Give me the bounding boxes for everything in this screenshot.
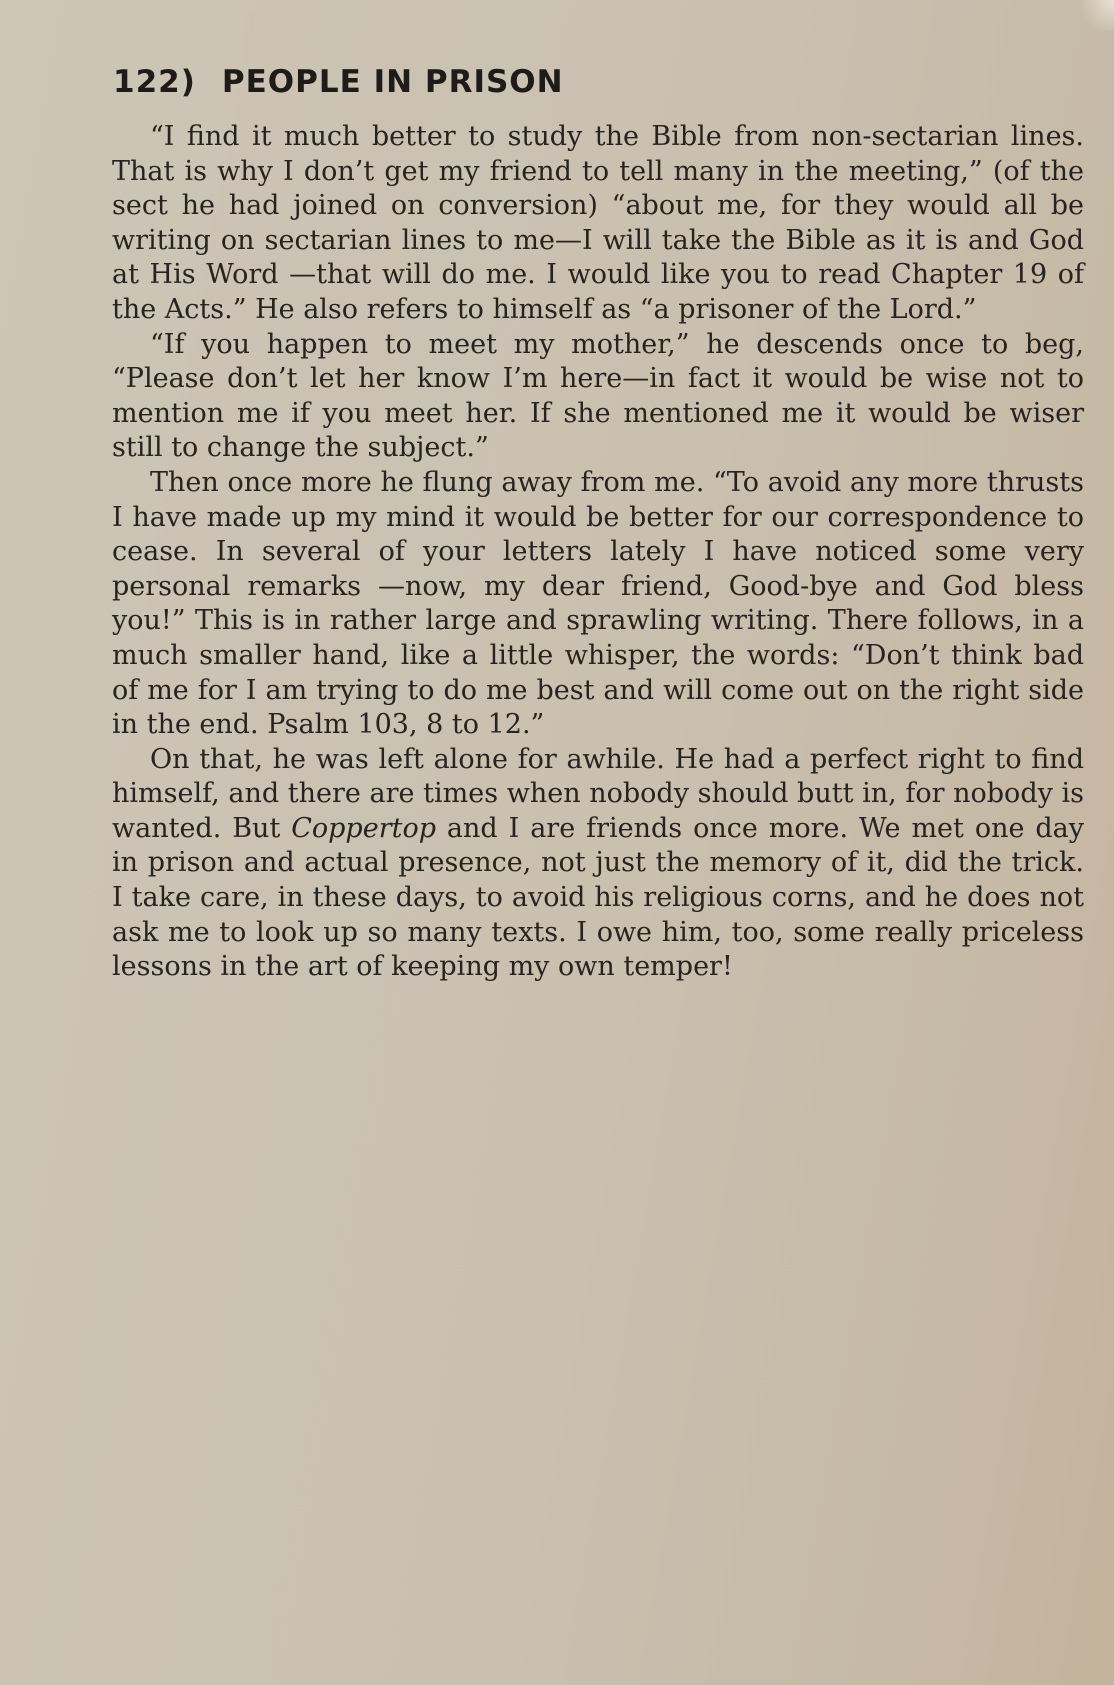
body-text (112, 120, 1084, 985)
paragraph-1: “I find it much better to study the Bible from non-sectarian lines. That is why I don’t get my friend to tell many in the meeting,” (of the sect he had joined on conversion) “about me, for they would all be writing on sectarian lines to me—I will take the Bible as it is and God at His Word —that will do me. I would like you to read Chapter 19 of the Acts.” He also refers to himself as “a prisoner of the Lord.” (112, 121, 1084, 325)
running-title: PEOPLE IN PRISON (221, 64, 564, 100)
paragraph-4 (112, 743, 1084, 985)
paragraph-4-italic-name: Coppertop (291, 812, 436, 844)
paragraph-4-text-end: and I are friends once more. We met one day in prison and actual presence, not just the memory of it, did the trick. I take care, in these days, to avoid his religious corns, and he does not ask me to look up so many texts. I owe him, too, some really priceless lessons in the art of keeping my own temper! (112, 812, 1084, 983)
running-header (113, 64, 713, 108)
paragraph-2: “If you happen to meet my mother,” he descends once to beg, “Please don’t let her know I’m here—in fact it would be wise not to mention me if you meet her. If she mentioned me it would be wiser still to change the subject.” (112, 328, 1084, 464)
page-corner-wear (1074, 0, 1114, 30)
paragraph-4-text-start: On that, he was left alone for awhile. He had a perfect right to find himself, and there are times when nobody should butt in, for nobody is wanted. But (112, 743, 1084, 844)
paragraph-3: Then once more he flung away from me. “To avoid any more thrusts I have made up my mind it would be better for our correspondence to cease. In several of your letters lately I have noticed some very personal remarks —now, my dear friend, Good-bye and God bless you!” This is in rather large and sprawling writing. There follows, in a much smaller hand, like a little whisper, the words: “Don’t think bad of me for I am trying to do me best and will come out on the right side in the end. Psalm 103, 8 to 12.” (112, 466, 1084, 741)
page-number: 122) (113, 64, 196, 100)
